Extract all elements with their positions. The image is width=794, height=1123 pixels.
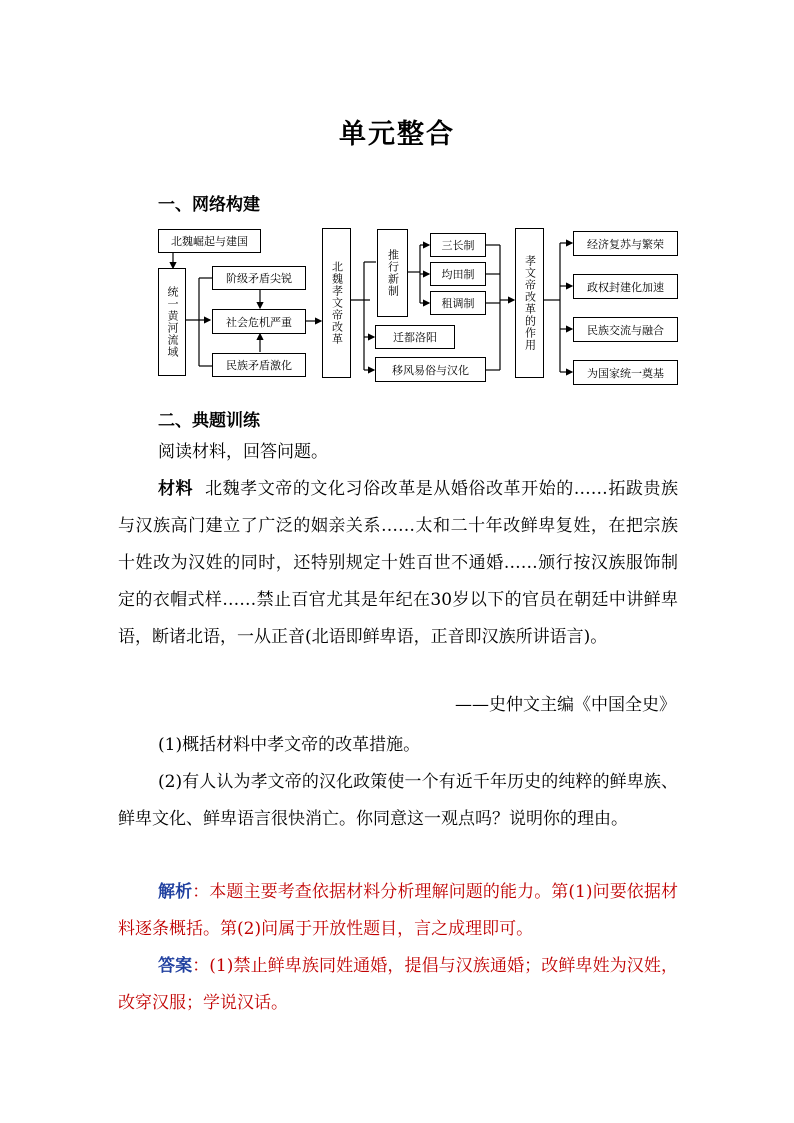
box-unify: 统一黄河流域 xyxy=(158,268,186,376)
section-network: 一、网络构建 xyxy=(158,195,260,215)
material-text: 北魏孝文帝的文化习俗改革是从婚俗改革开始的……拓跋贵族与汉族高门建立了广泛的姻亲关系……太和二十年改鲜卑复姓，在把宗族十姓改为汉姓的同时，还特别规定十姓百世不通婚……颁行按汉族服饰制定的衣帽式样……禁止百官尤其是年纪在30岁以下的官员在朝廷中讲鲜卑语，断诸北语，一从正音(北语即鲜卑语，正音即汉族所讲语言)。 xyxy=(118,479,679,647)
box-cause-class: 阶级矛盾尖锐 xyxy=(212,266,306,290)
material-source: ——史仲文主编《中国全史》 xyxy=(455,695,676,715)
box-customs: 移风易俗与汉化 xyxy=(375,357,486,382)
box-move-capital: 迁都洛阳 xyxy=(375,325,455,349)
box-effect-economy: 经济复苏与繁荣 xyxy=(573,231,678,256)
box-sanzhang: 三长制 xyxy=(430,233,486,257)
box-effect-ethnic: 民族交流与融合 xyxy=(573,317,678,342)
answer-label: 答案 xyxy=(158,956,193,976)
box-effect-unity: 为国家统一奠基 xyxy=(573,360,678,385)
question-2: (2)有人认为孝文帝的汉化政策使一个有近千年历史的纯粹的鲜卑族、鲜卑文化、鲜卑语言很快消亡。你同意这一观点吗？说明你的理由。 xyxy=(118,772,678,829)
answer-text: ：(1)禁止鲜卑族同姓通婚，提倡与汉族通婚；改鲜卑姓为汉姓，改穿汉服；学说汉话。 xyxy=(118,956,678,1013)
box-juntian: 均田制 xyxy=(430,262,486,286)
box-rise: 北魏崛起与建国 xyxy=(158,229,261,253)
material-label: 材料 xyxy=(158,479,194,499)
intro-text: 阅读材料，回答问题。 xyxy=(158,442,328,462)
material-paragraph xyxy=(118,471,678,656)
analysis-text: ：本题主要考查依据材料分析理解问题的能力。第(1)问要依据材料逐条概括。第(2)问属于开放性题目，言之成理即可。 xyxy=(118,882,678,939)
section-exercise: 二、典题训练 xyxy=(158,411,260,431)
box-zudiao: 租调制 xyxy=(430,291,486,315)
box-cause-ethnic: 民族矛盾激化 xyxy=(212,353,306,377)
box-cause-crisis: 社会危机严重 xyxy=(212,309,306,334)
box-new-system: 推行新制 xyxy=(377,229,408,317)
analysis-label: 解析 xyxy=(158,882,193,902)
box-reform: 北魏孝文帝改革 xyxy=(322,228,351,378)
question-1: (1)概括材料中孝文帝的改革措施。 xyxy=(158,735,421,755)
page-title: 单元整合 xyxy=(339,119,455,150)
box-effect-feudal: 政权封建化加速 xyxy=(573,274,678,299)
answer-paragraph xyxy=(118,948,678,1022)
analysis-paragraph xyxy=(118,874,678,948)
box-role: 孝文帝改革的作用 xyxy=(515,228,544,378)
